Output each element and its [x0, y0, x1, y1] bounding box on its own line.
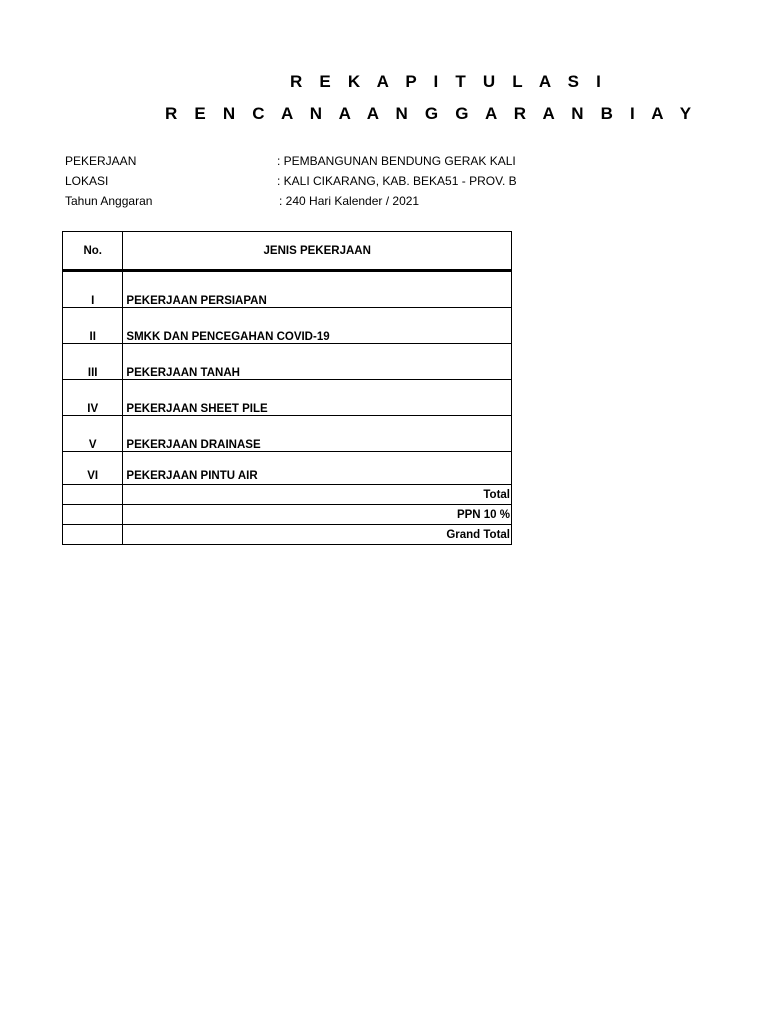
grand-total-no-cell [63, 525, 123, 545]
table-row [63, 308, 512, 344]
table-row [63, 380, 512, 416]
title-rencana-anggaran-biaya: R E N C A N A A N G G A R A N B I A Y [165, 104, 698, 123]
row-no: IV [63, 380, 123, 416]
ppn-no-cell [63, 505, 123, 525]
table-row [63, 271, 512, 308]
row-no: III [63, 344, 123, 380]
rekapitulasi-table [62, 231, 512, 545]
info-lokasi-value: : KALI CIKARANG, KAB. BEKA51 - PROV. B [277, 174, 517, 188]
row-no: II [63, 308, 123, 344]
row-no: VI [63, 452, 123, 485]
row-no: I [63, 271, 123, 308]
table-row [63, 416, 512, 452]
table-header-row [63, 232, 512, 271]
row-no: V [63, 416, 123, 452]
grand-total-row [63, 525, 512, 545]
info-tahun-anggaran-label: Tahun Anggaran [65, 194, 153, 208]
ppn-label: PPN 10 % [123, 505, 512, 525]
total-row [63, 485, 512, 505]
table-row [63, 344, 512, 380]
total-no-cell [63, 485, 123, 505]
ppn-row [63, 505, 512, 525]
info-lokasi-label: LOKASI [65, 174, 109, 188]
info-pekerjaan-value: : PEMBANGUNAN BENDUNG GERAK KALI [277, 154, 516, 168]
title-rekapitulasi: R E K A P I T U L A S I [290, 72, 608, 91]
row-jenis-pekerjaan: PEKERJAAN SHEET PILE [123, 380, 512, 416]
total-label: Total [123, 485, 512, 505]
row-jenis-pekerjaan: PEKERJAAN PINTU AIR [123, 452, 512, 485]
info-tahun-anggaran-value: : 240 Hari Kalender / 2021 [279, 194, 420, 208]
row-jenis-pekerjaan: PEKERJAAN TANAH [123, 344, 512, 380]
row-jenis-pekerjaan: SMKK DAN PENCEGAHAN COVID-19 [123, 308, 512, 344]
info-pekerjaan-label: PEKERJAAN [65, 154, 137, 168]
table-row [63, 452, 512, 485]
grand-total-label: Grand Total [123, 525, 512, 545]
header-jenis-pekerjaan: JENIS PEKERJAAN [123, 232, 512, 271]
header-no: No. [63, 232, 123, 271]
row-jenis-pekerjaan: PEKERJAAN DRAINASE [123, 416, 512, 452]
row-jenis-pekerjaan: PEKERJAAN PERSIAPAN [123, 271, 512, 308]
